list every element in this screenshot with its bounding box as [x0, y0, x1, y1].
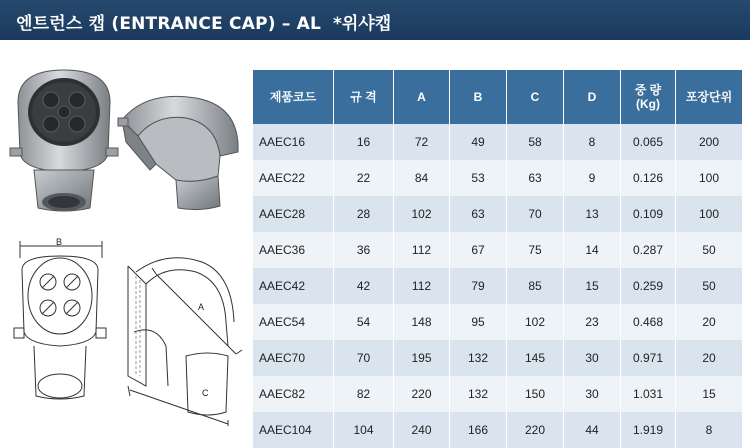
cell-d: 15: [564, 268, 621, 304]
cell-d: 8: [564, 124, 621, 160]
cell-package: 100: [676, 160, 743, 196]
cell-size: 54: [334, 304, 394, 340]
product-images: [0, 40, 250, 425]
cell-d: 13: [564, 196, 621, 232]
cell-c: 70: [507, 196, 564, 232]
cell-b: 53: [450, 160, 507, 196]
dimension-label-a: A: [198, 302, 205, 312]
cell-d: 30: [564, 376, 621, 412]
cell-size: 36: [334, 232, 394, 268]
cell-size: 42: [334, 268, 394, 304]
cell-c: 75: [507, 232, 564, 268]
title-banner: [0, 0, 750, 40]
cell-code: AAEC104: [253, 412, 334, 448]
cell-code: AAEC54: [253, 304, 334, 340]
product-photo-side: [116, 84, 244, 212]
cell-weight: 0.109: [621, 196, 676, 232]
cell-d: 9: [564, 160, 621, 196]
title-note: *위샤캡: [333, 14, 392, 34]
cell-d: 14: [564, 232, 621, 268]
cell-b: 95: [450, 304, 507, 340]
cell-a: 240: [394, 412, 450, 448]
cell-c: 220: [507, 412, 564, 448]
spec-table: [253, 70, 743, 448]
technical-drawing-front: [10, 236, 110, 416]
table-row: [253, 232, 743, 268]
cell-b: 67: [450, 232, 507, 268]
table-row: [253, 340, 743, 376]
table-header-row: [253, 70, 743, 124]
cell-b: 49: [450, 124, 507, 160]
cell-b: 166: [450, 412, 507, 448]
cell-c: 102: [507, 304, 564, 340]
cell-code: AAEC22: [253, 160, 334, 196]
cell-weight: 1.031: [621, 376, 676, 412]
table-body: [253, 124, 743, 448]
col-weight-unit: (Kg): [636, 97, 660, 111]
cell-code: AAEC82: [253, 376, 334, 412]
cell-c: 63: [507, 160, 564, 196]
col-package-unit: 포장단위: [676, 70, 743, 124]
col-weight: [621, 70, 676, 124]
cell-weight: 0.259: [621, 268, 676, 304]
cell-a: 220: [394, 376, 450, 412]
cell-size: 70: [334, 340, 394, 376]
col-d: D: [564, 70, 621, 124]
cell-weight: 0.971: [621, 340, 676, 376]
cell-package: 50: [676, 268, 743, 304]
cell-d: 30: [564, 340, 621, 376]
product-photo-front: [8, 62, 120, 212]
cell-weight: 0.126: [621, 160, 676, 196]
col-size: 규 격: [334, 70, 394, 124]
table-row: [253, 196, 743, 232]
cell-a: 148: [394, 304, 450, 340]
cell-size: 28: [334, 196, 394, 232]
cell-a: 72: [394, 124, 450, 160]
cell-package: 100: [676, 196, 743, 232]
cell-weight: 0.287: [621, 232, 676, 268]
cell-code: AAEC70: [253, 340, 334, 376]
table-row: [253, 160, 743, 196]
page-title: 엔트런스 캡 (ENTRANCE CAP) – AL: [16, 14, 322, 34]
table-row: [253, 268, 743, 304]
cell-a: 112: [394, 268, 450, 304]
cell-size: 22: [334, 160, 394, 196]
cell-c: 145: [507, 340, 564, 376]
table-row: [253, 124, 743, 160]
cell-c: 58: [507, 124, 564, 160]
cell-b: 63: [450, 196, 507, 232]
cell-package: 15: [676, 376, 743, 412]
cell-package: 20: [676, 340, 743, 376]
cell-d: 23: [564, 304, 621, 340]
cell-c: 85: [507, 268, 564, 304]
cell-a: 112: [394, 232, 450, 268]
cell-weight: 1.919: [621, 412, 676, 448]
cell-code: AAEC28: [253, 196, 334, 232]
col-a: A: [394, 70, 450, 124]
dimension-label-c: C: [202, 388, 209, 398]
technical-drawing-side: [116, 236, 250, 426]
cell-a: 102: [394, 196, 450, 232]
cell-weight: 0.468: [621, 304, 676, 340]
cell-d: 44: [564, 412, 621, 448]
cell-c: 150: [507, 376, 564, 412]
cell-weight: 0.065: [621, 124, 676, 160]
cell-a: 195: [394, 340, 450, 376]
table-row: [253, 412, 743, 448]
col-weight-label: 중 량: [634, 83, 662, 97]
dimension-label-b: B: [56, 237, 63, 247]
cell-b: 132: [450, 340, 507, 376]
col-product-code: 제품코드: [253, 70, 334, 124]
cell-size: 104: [334, 412, 394, 448]
table-row: [253, 376, 743, 412]
cell-size: 82: [334, 376, 394, 412]
cell-size: 16: [334, 124, 394, 160]
cell-package: 200: [676, 124, 743, 160]
cell-code: AAEC42: [253, 268, 334, 304]
cell-b: 79: [450, 268, 507, 304]
col-b: B: [450, 70, 507, 124]
cell-package: 8: [676, 412, 743, 448]
cell-a: 84: [394, 160, 450, 196]
cell-package: 20: [676, 304, 743, 340]
cell-package: 50: [676, 232, 743, 268]
cell-b: 132: [450, 376, 507, 412]
col-c: C: [507, 70, 564, 124]
table-row: [253, 304, 743, 340]
cell-code: AAEC36: [253, 232, 334, 268]
cell-code: AAEC16: [253, 124, 334, 160]
